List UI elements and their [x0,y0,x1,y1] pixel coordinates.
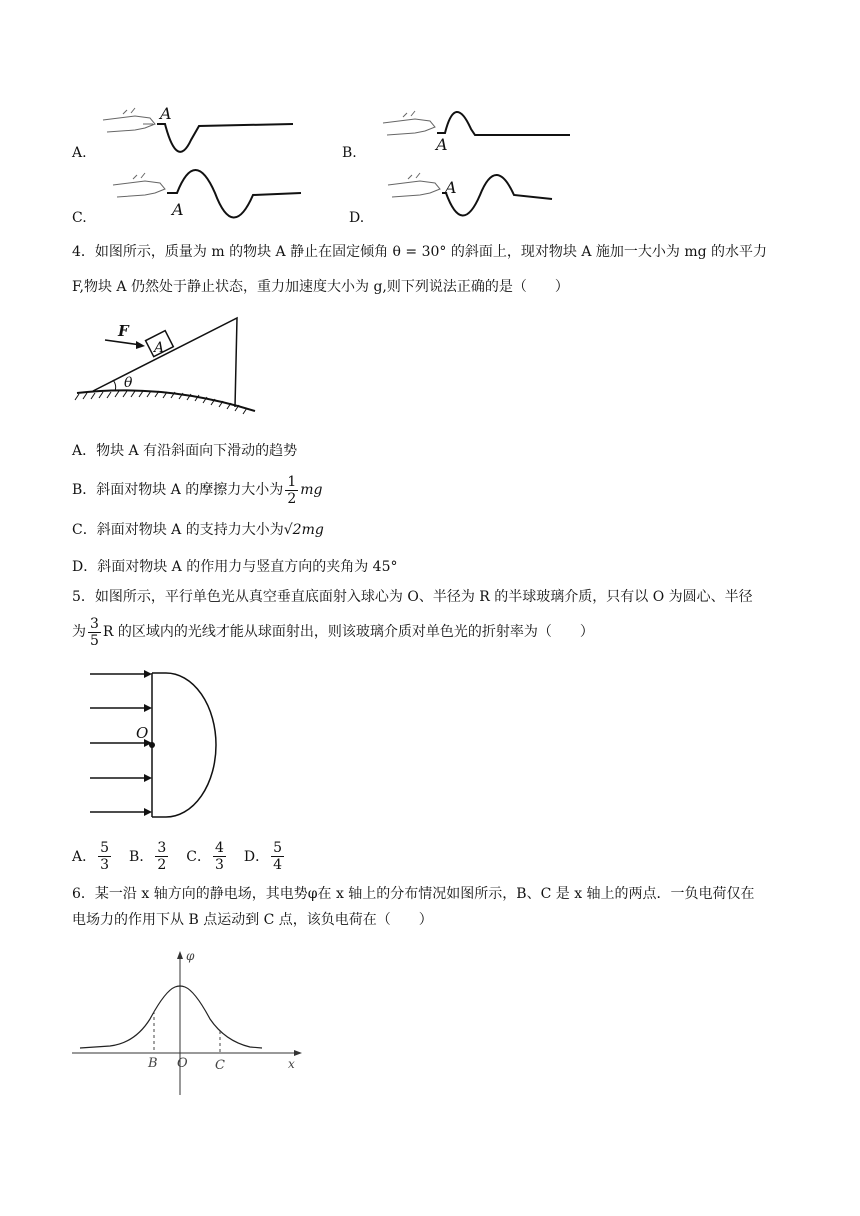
q4-option-b-fraction [285,474,298,507]
fraction-denominator: 2 [287,490,297,507]
q5-options [72,834,286,878]
y-axis-label: φ [186,949,195,963]
hemisphere-diagram [88,670,223,822]
option-label: C． [186,849,211,865]
fraction-denominator: 2 [157,856,167,873]
option-fraction [155,840,168,873]
option-fraction [98,840,111,873]
option-c-label: C. [72,210,87,226]
angle-label: θ [124,375,133,391]
q5-option-b [129,840,170,873]
q5-stem-fraction [88,616,101,649]
option-label: D． [243,849,270,865]
potential-graph [70,945,310,1105]
q4-option-c [72,520,324,540]
option-label: B． [129,849,154,865]
option-fraction [213,840,226,873]
q4-option-d: D．斜面对物块 A 的作用力与竖直方向的夹角为 45° [72,559,398,575]
q4-option-c-text: C．斜面对物块 A 的支持力大小为 [72,522,284,538]
q5-option-c [186,840,228,873]
q6-stem-line1: 6．某一沿 x 轴方向的静电场，其电势φ在 x 轴上的分布情况如图所示，B、C 是 x 轴上的两点．一负电荷仅在 [72,886,755,902]
point-b-label: B [148,1056,158,1071]
fraction-numerator: 5 [100,839,110,856]
origin-label: O [177,1056,188,1071]
q4-stem-line2: F,物块 A 仍然处于静止状态，重力加速度大小为 g,则下列说法正确的是（ ） [72,279,569,295]
option-b-label: B. [342,145,357,161]
fraction-numerator: 4 [214,839,224,856]
q5-option-d [244,840,286,873]
q6-stem-line2: 电场力的作用下从 B 点运动到 C 点，该负电荷在（ ） [72,912,433,928]
fraction-denominator: 5 [90,632,99,649]
wave-a-point: A [160,104,172,123]
option-label: A． [72,849,97,865]
wave-d-figure [380,165,560,225]
fraction-numerator: 3 [90,615,99,632]
q5-stem-suffix: R 的区域内的光线才能从球面射出，则该玻璃介质对单色光的折射率为（ ） [102,624,594,640]
block-label: A [154,340,165,356]
q5-stem-line1: 5．如图所示，平行单色光从真空垂直底面射入球心为 O、半径为 R 的半球玻璃介质，只有以 O 为圆心、半径 [72,589,753,605]
wave-c-point: A [172,200,184,219]
wave-c-figure [105,165,305,225]
x-axis-label: x [288,1057,295,1071]
q5-stem-prefix: 为 [72,624,86,640]
fraction-numerator: 3 [157,839,167,856]
q5-option-a [72,840,113,873]
option-a-label: A. [72,145,87,161]
wave-b-figure [375,105,575,155]
center-label: O [136,724,149,742]
force-label: F [118,322,129,340]
q4-option-c-value: √2mg [283,522,324,538]
fraction-denominator: 3 [100,856,110,873]
fraction-denominator: 4 [273,856,283,873]
q4-stem-line1: 4．如图所示，质量为 m 的物块 A 静止在固定倾角 θ = 30° 的斜面上，现对物块 A 施加一大小为 mg 的水平力 [72,244,768,260]
option-d-label: D. [349,210,365,226]
q5-stem-line2 [72,612,594,652]
wave-a-figure [95,100,305,160]
incline-diagram [75,315,260,415]
option-fraction [271,840,284,873]
fraction-numerator: 5 [273,839,283,856]
fraction-numerator: 1 [287,473,297,490]
q4-option-b-unit: mg [300,482,323,498]
wave-b-point: A [436,135,448,154]
fraction-denominator: 3 [214,856,224,873]
q4-option-a: A．物块 A 有沿斜面向下滑动的趋势 [72,443,298,459]
point-c-label: C [215,1058,225,1073]
q4-option-b-text: B．斜面对物块 A 的摩擦力大小为 [72,482,284,498]
q4-option-b [72,470,322,510]
wave-d-point: A [445,178,457,197]
